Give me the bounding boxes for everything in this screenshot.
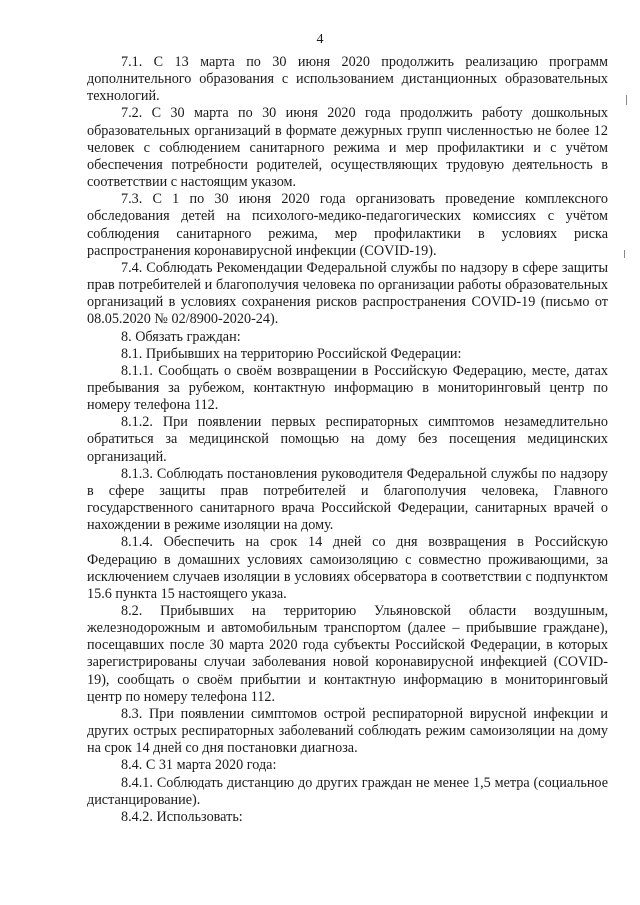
scan-artifact-mark — [624, 250, 625, 258]
paragraph-8: 8. Обязать граждан: — [121, 328, 241, 345]
scan-artifact-mark — [626, 95, 627, 105]
paragraph-7-1: 7.1. С 13 марта по 30 июня 2020 продолжить реализацию программ дополнительного образования с использованием дистанционных образовательных технологий. — [87, 54, 608, 105]
paragraph-7-2: 7.2. С 30 марта по 30 июня 2020 года продолжить работу дошкольных образовательных организаций в формате дежурных групп численностью не более 12 человек с соблюдением санитарного режима и мер профилактики и с учётом обеспечения потребности родителей, осуществляющих трудовую деятельность в соответствии с настоящим указом. — [87, 105, 608, 191]
paragraph-8-1-1: 8.1.1. Сообщать о своём возвращении в Российскую Федерацию, месте, датах пребывания за рубежом, контактную информацию в мониторинговый центр по номеру телефона 112. — [87, 362, 608, 414]
paragraph-8-1-2: 8.1.2. При появлении первых респираторных симптомов незамедлительно обратиться за медицинской помощью на дому без посещения медицинских организаций. — [87, 414, 608, 465]
paragraph-8-2: 8.2. Прибывших на территорию Ульяновской области воздушным, железнодорожным и автомобильным транспортом (далее – прибывшие граждане), посещавших после 30 марта 2020 года субъекты Российской Федерации, в которых зарегистрированы случаи заболевания новой коронавирусной инфекцией (COVID-19), сообщать о своём прибытии и контактную информацию в мониторинговый центр по номеру телефона 112. — [87, 603, 608, 705]
document-body — [87, 54, 608, 826]
paragraph-8-1: 8.1. Прибывших на территорию Российской Федерации: — [121, 345, 462, 362]
page-number: 4 — [316, 32, 324, 47]
paragraph-8-1-3: 8.1.3. Соблюдать постановления руководителя Федеральной службы по надзору в сфере защиты прав потребителей и благополучия человека, Главного государственного санитарного врача Российской Федерации, санитарных врачей о нахождении в режиме изоляции на дому. — [87, 465, 608, 534]
paragraph-8-4-2: 8.4.2. Использовать: — [121, 808, 243, 825]
paragraph-8-1-4: 8.1.4. Обеспечить на срок 14 дней со дня возвращения в Российскую Федерацию в домашних условиях самоизоляцию с совместно проживающими, за исключением случаев изоляции в условиях обсерватора в соответствии с подпунктом 15.6 пункта 15 настоящего указа. — [87, 534, 608, 602]
paragraph-8-4-1: 8.4.1. Соблюдать дистанцию до других граждан не менее 1,5 метра (социальное дистанцирование). — [87, 774, 608, 808]
paragraph-7-4: 7.4. Соблюдать Рекомендации Федеральной службы по надзору в сфере защиты прав потребителей и благополучия человека по организации работы образовательных организаций в условиях сохранения рисков распространения COVID-19 (письмо от 08.05.2020 № 02/8900-2020-24). — [87, 259, 608, 328]
paragraph-7-3: 7.3. С 1 по 30 июня 2020 года организовать проведение комплексного обследования детей на психолого-медико-педагогических комиссиях с учётом соблюдения санитарного режима, мер профилактики в условиях риска распространения коронавирусной инфекции (COVID-19). — [87, 191, 608, 259]
paragraph-8-4: 8.4. С 31 марта 2020 года: — [121, 757, 277, 774]
paragraph-8-3: 8.3. При появлении симптомов острой респираторной вирусной инфекции и других острых респираторных заболеваний соблюдать режим самоизоляции на дому на срок 14 дней со дня постановки диагноза. — [87, 705, 608, 757]
